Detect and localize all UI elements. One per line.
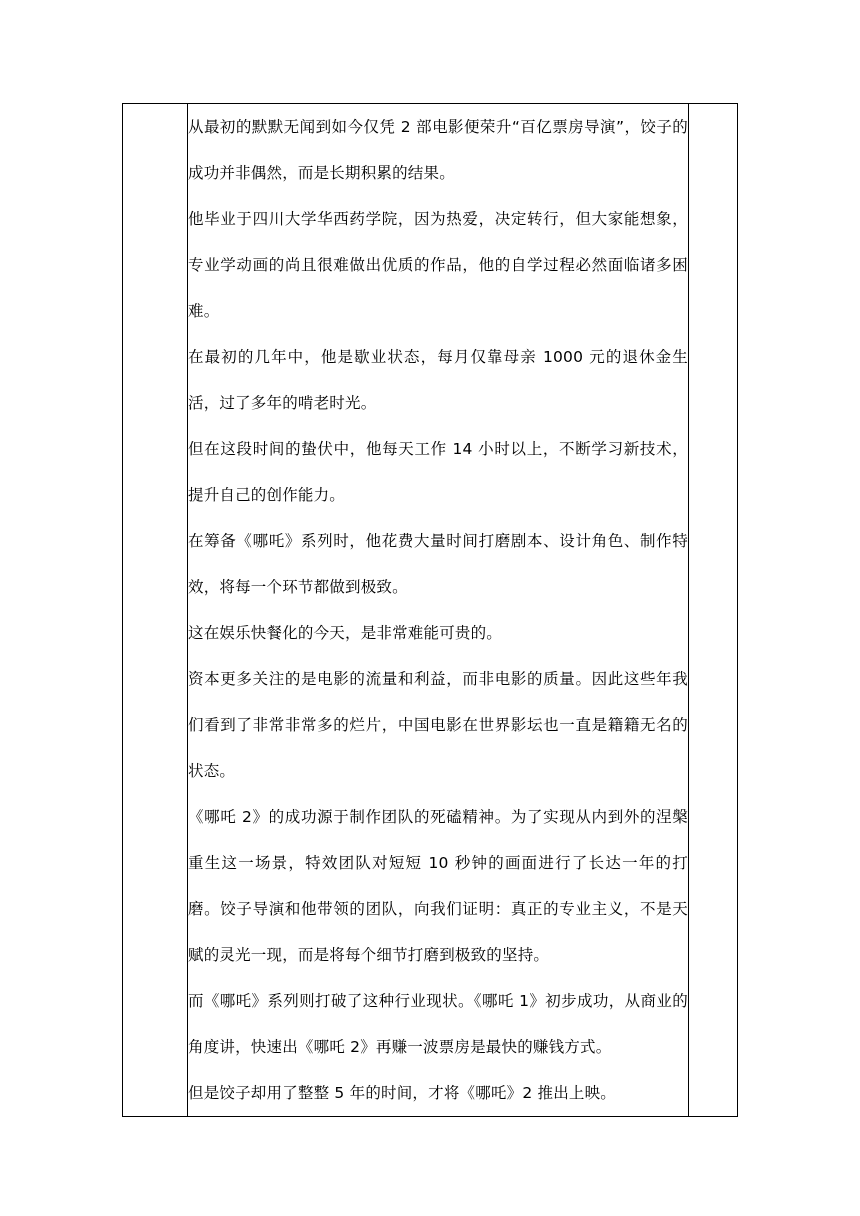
paragraph-9: 而《哪吒》系列则打破了这种行业现状。《哪吒 1》初步成功，从商业的角度讲，快速出《哪吒 2》再赚一波票房是最快的赚钱方式。 <box>188 992 688 1056</box>
table-row <box>123 104 738 1117</box>
left-empty-cell <box>123 104 188 1117</box>
paragraph-2: 他毕业于四川大学华西药学院，因为热爱，决定转行，但大家能想象，专业学动画的尚且很难做出优质的作品，他的自学过程必然面临诸多困难。 <box>188 210 688 320</box>
paragraph-6: 这在娱乐快餐化的今天，是非常难能可贵的。 <box>188 624 503 642</box>
paragraph-1: 从最初的默默无闻到如今仅凭 2 部电影便荣升“百亿票房导演”，饺子的成功并非偶然，而是长期积累的结果。 <box>188 118 688 182</box>
paragraph-10: 但是饺子却用了整整 5 年的时间，才将《哪吒》2 推出上映。 <box>188 1084 617 1102</box>
paragraph-8: 《哪吒 2》的成功源于制作团队的死磕精神。为了实现从内到外的涅槃重生这一场景，特效团队对短短 10 秒钟的画面进行了长达一年的打磨。饺子导演和他带领的团队，向我们证明：真正的专业主义，不是天赋的灵光一现，而是将每个细节打磨到极致的坚持。 <box>188 808 688 964</box>
paragraph-4: 但在这段时间的蛰伏中，他每天工作 14 小时以上，不断学习新技术，提升自己的创作能力。 <box>188 440 688 504</box>
document-table <box>122 103 738 1117</box>
paragraph-5: 在筹备《哪吒》系列时，他花费大量时间打磨剧本、设计角色、制作特效，将每一个环节都做到极致。 <box>188 532 688 596</box>
content-cell <box>188 104 689 1117</box>
paragraph-3: 在最初的几年中，他是歇业状态，每月仅靠母亲 1000 元的退休金生活，过了多年的啃老时光。 <box>188 348 688 412</box>
paragraph-7: 资本更多关注的是电影的流量和利益，而非电影的质量。因此这些年我们看到了非常非常多的烂片，中国电影在世界影坛也一直是籍籍无名的状态。 <box>188 670 688 780</box>
right-empty-cell <box>689 104 738 1117</box>
